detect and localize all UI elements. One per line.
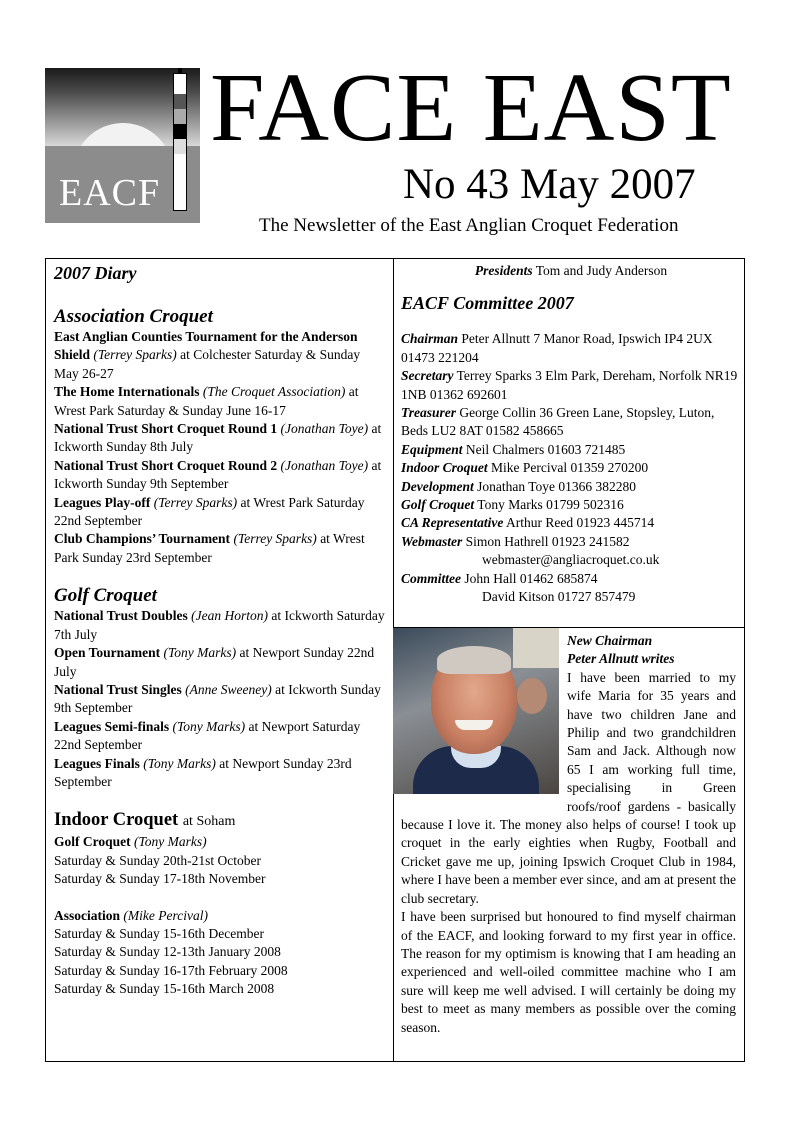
committee-member: Webmaster Simon Hathrell 01923 241582	[401, 533, 630, 549]
indoor-date: Saturday & Sunday 15-16th March 2008	[54, 981, 275, 997]
association-event: National Trust Short Croquet Round 1 (Jonathan Toye) at Ickworth Sunday 8th July	[54, 421, 382, 455]
eacf-logo	[45, 68, 200, 223]
indoor-date: Saturday & Sunday 12-13th January 2008	[54, 944, 281, 960]
indoor-association-label: Association (Mike Percival)	[54, 907, 208, 923]
golf-event: National Trust Singles (Anne Sweeney) at Ickworth Sunday 9th September	[54, 681, 381, 716]
committee-member: Development Jonathan Toye 01366 382280	[401, 478, 637, 494]
committee-panel	[401, 262, 741, 607]
chairman-photo	[393, 628, 559, 794]
article-heading: New Chairman	[567, 633, 653, 648]
committee-heading: EACF Committee 2007	[401, 293, 574, 314]
article-paragraph: I have been surprised but honoured to find myself chairman of the EACF, and looking forward to my first year in office. The reason for my optimism is knowing that I am heading an experienced and well-oiled committee machine who I am sure will keep me well advised. I will certainly be doing my best to meet as many members as possible over the coming season.	[401, 909, 736, 1035]
article-paragraph: I have been married to my wife Maria for 35 years and have two children Jane and Philip and two grandchildren Sam and Jack. Although now 65 I am working full time, specialising in Green roofs/roof gardens - basically because I love it. The money also helps of course! I took up croquet in the early eighties when Rugby, Football and Cricket gave me up, joining Ipswich Croquet Club in 1984, where I have been a member ever since, and am at present the club secretary.	[401, 669, 736, 906]
newsletter-title: FACE EAST	[210, 54, 732, 162]
committee-member: Chairman Peter Allnutt 7 Manor Road, Ipswich IP4 2UX 01473 221204	[401, 331, 713, 365]
indoor-date: Saturday & Sunday 17-18th November	[54, 871, 266, 887]
indoor-croquet-heading: Indoor Croquet at Soham	[54, 810, 236, 831]
presidents-line: Presidents Tom and Judy Anderson	[474, 263, 668, 278]
indoor-date: Saturday & Sunday 16-17th February 2008	[54, 962, 288, 978]
diary-column	[54, 262, 386, 999]
committee-member: David Kitson 01727 857479	[482, 589, 636, 605]
association-event: National Trust Short Croquet Round 2 (Jonathan Toye) at Ickworth Sunday 9th September	[54, 457, 382, 492]
association-event: The Home Internationals (The Croquet Association) at Wrest Park Saturday & Sunday June 16-17	[54, 384, 359, 418]
newsletter-subtitle: The Newsletter of the East Anglian Croquet Federation	[259, 215, 679, 236]
golf-croquet-heading: Golf Croquet	[54, 585, 157, 607]
committee-member: Indoor Croquet Mike Percival 01359 270200	[401, 460, 649, 476]
golf-event: National Trust Doubles (Jean Horton) at Ickworth Saturday 7th July	[54, 608, 385, 642]
golf-event: Leagues Semi-finals (Tony Marks) at Newport Saturday 22nd September	[54, 718, 361, 753]
article-byline: Peter Allnutt writes	[567, 651, 675, 667]
indoor-date: Saturday & Sunday 20th-21st October	[54, 852, 261, 868]
association-event: Club Champions’ Tournament (Terrey Sparks) at Wrest Park Sunday 23rd September	[54, 531, 365, 565]
issue-number: No 43 May 2007	[403, 161, 696, 208]
association-croquet-heading: Association Croquet	[54, 306, 213, 327]
diary-heading: 2007 Diary	[54, 263, 137, 283]
committee-member: Golf Croquet Tony Marks 01799 502316	[401, 497, 624, 513]
committee-member: Committee John Hall 01462 685874	[401, 570, 598, 586]
association-event: East Anglian Counties Tournament for the Anderson Shield (Terrey Sparks) at Colchester Saturday & Sunday May 26-27	[54, 329, 361, 381]
committee-member: Secretary Terrey Sparks 3 Elm Park, Dereham, Norfolk NR19 1NB 01362 692601	[401, 368, 738, 402]
committee-member: CA Representative Arthur Reed 01923 445714	[401, 515, 655, 531]
golf-event: Leagues Finals (Tony Marks) at Newport Sunday 23rd September	[54, 755, 352, 789]
golf-event: Open Tournament (Tony Marks) at Newport Sunday 22nd July	[54, 645, 375, 679]
logo-text: EACF	[59, 172, 161, 214]
association-event: Leagues Play-off (Terrey Sparks) at Wrest Park Saturday 22nd September	[54, 494, 365, 529]
committee-member: Treasurer George Collin 36 Green Lane, Stopsley, Luton, Beds LU2 8AT 01582 458665	[401, 405, 715, 439]
indoor-date: Saturday & Sunday 15-16th December	[54, 925, 264, 941]
indoor-golf-label: Golf Croquet (Tony Marks)	[54, 834, 207, 850]
croquet-peg-icon	[173, 73, 187, 211]
chairman-article	[401, 632, 736, 1037]
webmaster-email[interactable]: webmaster@angliacroquet.co.uk	[482, 552, 660, 568]
committee-member: Equipment Neil Chalmers 01603 721485	[401, 441, 626, 457]
